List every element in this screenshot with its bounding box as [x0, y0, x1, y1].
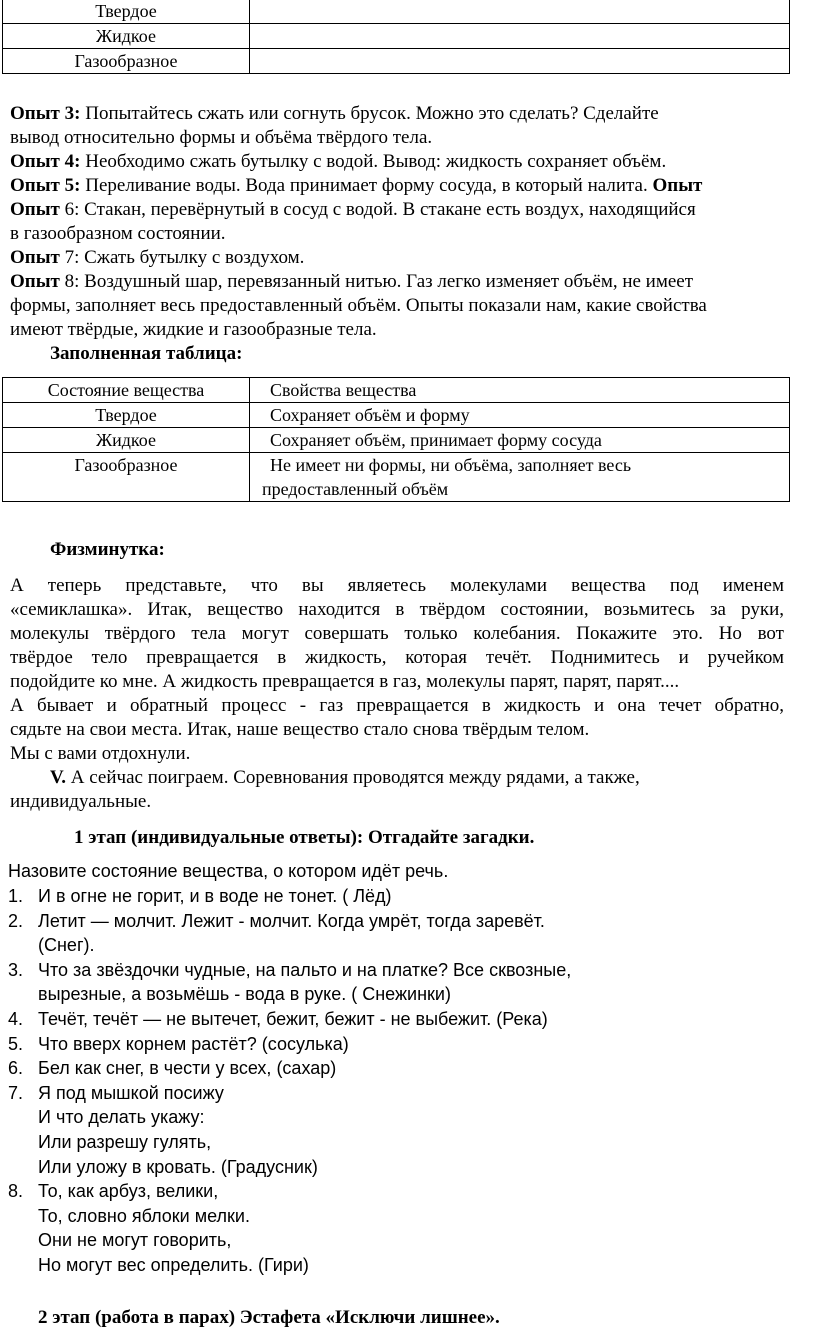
riddle-line: И что делать укажу: — [38, 1107, 205, 1128]
state-cell: Газообразное — [3, 453, 250, 502]
fizminutka-line-5: подойдите ко мне. А жидкость превращается в газ, молекулы парят, парят, парят.... — [10, 671, 680, 692]
riddle-number: 4. — [8, 1009, 24, 1029]
fizminutka-line-8: Мы с вами отдохнули. — [10, 743, 191, 764]
column-header: Свойства вещества — [250, 378, 790, 403]
table-row — [3, 453, 790, 502]
experiment-label: Опыт 3: — [10, 103, 81, 124]
state-cell: Газообразное — [3, 49, 250, 74]
fizminutka-line-6: А бывает и обратный процесс - газ превращается в жидкость и она течет обратно, — [10, 695, 784, 716]
riddle-number: 3. — [8, 959, 24, 980]
fizminutka-heading — [50, 538, 165, 562]
experiment-8-line-1 — [10, 270, 693, 294]
experiment-label: Опыт — [10, 271, 60, 292]
riddle-line: Я под мышкой посижу — [38, 1082, 224, 1103]
experiment-label: Опыт — [10, 199, 60, 220]
experiment-3-line-2: вывод относительно формы и объёма твёрдого тела. — [10, 127, 433, 148]
riddle-line: Бел как снег, в чести у всех, (сахар) — [38, 1058, 337, 1079]
experiment-text: 6: Стакан, перевёрнутый в сосуд с водой. В стакане есть воздух, находящийся — [59, 199, 696, 220]
section-text: А сейчас поиграем. Соревнования проводятся между рядами, а также, — [66, 767, 640, 788]
experiment-8-line-3: имеют твёрдые, жидкие и газообразные тела. — [10, 319, 377, 340]
property-cell — [250, 0, 790, 24]
riddle-line: (Снег). — [38, 935, 95, 956]
experiment-label: Опыт — [10, 247, 60, 268]
stage-1-heading — [74, 826, 534, 850]
fizminutka-line-3: молекулы твёрдого тела могут совершать только колебания. Покажите это. Но вот — [10, 623, 784, 644]
riddle-number: 2. — [8, 910, 24, 931]
heading-text: Физминутка: — [50, 539, 165, 560]
state-cell: Твердое — [3, 403, 250, 428]
riddle-line: И в огне не горит, и в воде не тонет. ( Лёд) — [38, 886, 392, 906]
experiment-label: Опыт 4: — [10, 151, 81, 172]
riddle-number: 7. — [8, 1082, 24, 1103]
experiment-label: Опыт — [652, 175, 703, 196]
state-cell: Жидкое — [3, 428, 250, 453]
experiment-6-line-2: в газообразном состоянии. — [10, 223, 226, 244]
heading-text: 2 этап (работа в парах) Эстафета «Исключи лишнее». — [38, 1307, 500, 1328]
experiment-text: Необходимо сжать бутылку с водой. Вывод: жидкость сохраняет объём. — [80, 151, 667, 172]
riddle-line: Они не могут говорить, — [38, 1230, 232, 1251]
riddle-number: 8. — [8, 1181, 24, 1202]
table-row — [3, 24, 790, 49]
experiment-text: Переливание воды. Вода принимает форму сосуда, в который налита. — [80, 175, 653, 196]
property-cell — [250, 453, 790, 502]
table-row — [3, 0, 790, 24]
filled-states-table — [2, 377, 790, 502]
property-cell: Сохраняет объём и форму — [250, 403, 790, 428]
column-header: Состояние вещества — [3, 378, 250, 403]
stage-1-intro: Назовите состояние вещества, о котором идёт речь. — [8, 861, 449, 881]
fizminutka-line-2: «семиклашка». Итак, вещество находится в твёрдом состоянии, возьмитесь за руки, — [10, 599, 784, 620]
section-5-line-1 — [50, 766, 640, 790]
fizminutka-line-7: сядьте на свои места. Итак, наше вещество стало снова твёрдым телом. — [10, 719, 590, 740]
riddle-line: Но могут вес определить. (Гири) — [38, 1255, 309, 1275]
table-header-row — [3, 378, 790, 403]
riddle-line: Что за звёздочки чудные, на пальто и на платке? Все сквозные, — [38, 959, 572, 980]
experiment-6-line-1 — [10, 198, 696, 222]
riddle-line: Или уложу в кровать. (Градусник) — [38, 1156, 318, 1177]
experiment-7 — [10, 246, 304, 270]
state-cell: Жидкое — [3, 24, 250, 49]
riddle-line: вырезные, а возьмёшь - вода в руке. ( Снежинки) — [38, 984, 451, 1005]
property-cell — [250, 49, 790, 74]
stage-2-heading — [38, 1306, 500, 1330]
riddle-line: Течёт, течёт — не вытечет, бежит, бежит - не выбежит. (Река) — [38, 1009, 548, 1029]
experiment-text: Попытайтесь сжать или согнуть брусок. Можно это сделать? Сделайте — [80, 103, 659, 124]
experiment-4 — [10, 150, 666, 174]
fizminutka-line-1: А теперь представьте, что вы являетесь молекулами вещества под именем — [10, 575, 784, 596]
filled-table-heading — [50, 342, 242, 366]
riddle-number: 6. — [8, 1058, 24, 1079]
riddle-line: То, как арбуз, велики, — [38, 1181, 219, 1202]
fizminutka-line-4: твёрдое тело превращается в жидкость, которая течёт. Поднимитесь и ручейком — [10, 647, 784, 668]
table-row — [3, 403, 790, 428]
property-line: Не имеет ни формы, ни объёма, заполняет весь — [270, 455, 632, 475]
riddle-line: Или разрешу гулять, — [38, 1132, 212, 1152]
state-cell: Твердое — [3, 0, 250, 24]
riddle-line: Что вверх корнем растёт? (сосулька) — [38, 1033, 349, 1054]
experiment-3-line-1 — [10, 102, 659, 126]
experiment-5 — [10, 174, 702, 198]
experiment-text: 7: Сжать бутылку с воздухом. — [59, 247, 305, 268]
heading-text: 1 этап (индивидуальные ответы): Отгадайте загадки. — [74, 827, 535, 848]
section-5-line-2: индивидуальные. — [10, 791, 152, 812]
property-cell: Сохраняет объём, принимает форму сосуда — [250, 428, 790, 453]
property-line: предоставленный объём — [262, 479, 449, 499]
heading-text: Заполненная таблица: — [50, 343, 243, 364]
riddle-number: 1. — [8, 886, 24, 906]
riddle-line: Летит — молчит. Лежит - молчит. Когда умрёт, тогда заревёт. — [38, 910, 545, 931]
property-cell — [250, 24, 790, 49]
experiment-text: 8: Воздушный шар, перевязанный нитью. Газ легко изменяет объём, не имеет — [59, 271, 694, 292]
experiment-8-line-2: формы, заполняет весь предоставленный объём. Опыты показали нам, какие свойства — [10, 295, 707, 316]
riddle-number: 5. — [8, 1033, 24, 1054]
states-table-empty — [2, 0, 790, 74]
table-row — [3, 49, 790, 74]
riddle-line: То, словно яблоки мелки. — [38, 1205, 250, 1226]
table-row — [3, 428, 790, 453]
section-label: V. — [50, 767, 67, 788]
experiment-label: Опыт 5: — [10, 175, 81, 196]
